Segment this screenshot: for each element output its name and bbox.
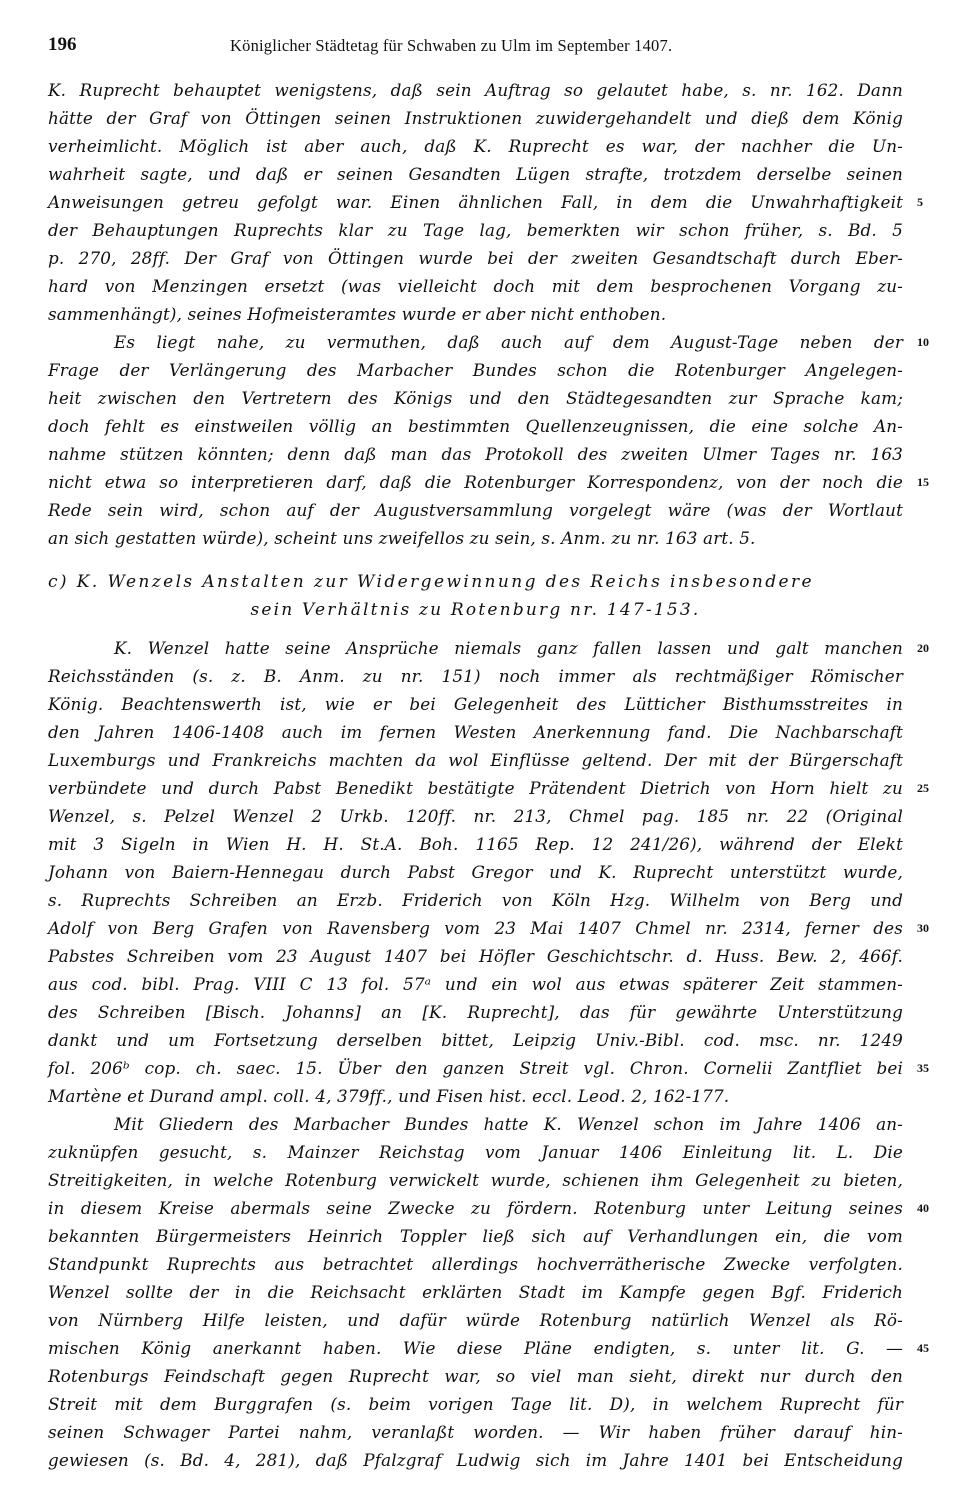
running-head: Königlicher Städtetag für Schwaben zu Ulm im September 1407.	[230, 36, 673, 55]
text-line: s. Ruprechts Schreiben an Erzb. Friderich von Köln Hzg. Wilhelm von Berg und	[48, 890, 903, 910]
text-line: nahme stützen könnten; denn daß man das Protokoll des zweiten Ulmer Tages nr. 163	[48, 444, 903, 464]
line-number: 40	[917, 1201, 929, 1215]
line-number: 20	[917, 641, 929, 655]
page-number: 196	[48, 34, 77, 55]
text-line: in diesem Kreise abermals seine Zwecke zu fördern. Rotenburg unter Leitung seines	[48, 1198, 903, 1218]
text-line: Es liegt nahe, zu vermuthen, daß auch auf dem August-Tage neben der	[114, 332, 903, 352]
text-line: des Schreiben [Bisch. Johanns] an [K. Ruprecht], das für gewährte Unterstützung	[48, 1002, 903, 1022]
line-number: 30	[917, 921, 929, 935]
text-line: dankt und um Fortsetzung derselben bittet, Leipzig Univ.-Bibl. cod. msc. nr. 1249	[48, 1030, 903, 1050]
text-line: verheimlicht. Möglich ist aber auch, daß K. Ruprecht es war, der nachher die Un-	[48, 136, 903, 156]
text-line: Adolf von Berg Grafen von Ravensberg vom 23 Mai 1407 Chmel nr. 2314, ferner des	[48, 918, 903, 938]
line-number: 5	[917, 195, 923, 209]
text-line: König. Beachtenswerth ist, wie er bei Gelegenheit des Lütticher Bisthumsstreites in	[48, 694, 903, 714]
section-heading: c) K. Wenzels Anstalten zur Widergewinnung des Reichs insbesondere	[48, 572, 814, 592]
text-line: Standpunkt Ruprechts aus betrachtet allerdings hochverrätherische Zwecke verfolgten.	[48, 1254, 903, 1274]
line-number: 35	[917, 1061, 929, 1075]
text-line: wahrheit sagte, und daß er seinen Gesandten Lügen strafte, trotzdem derselbe seinen	[48, 164, 903, 184]
text-line: Martène et Durand ampl. coll. 4, 379ff., und Fisen hist. eccl. Leod. 2, 162-177.	[48, 1086, 730, 1106]
text-line: heit zwischen den Vertretern des Königs und den Städtegesandten zur Sprache kam;	[48, 388, 903, 408]
text-line: Frage der Verlängerung des Marbacher Bundes schon die Rotenburger Angelegen-	[48, 360, 903, 380]
text-line: Streitigkeiten, in welche Rotenburg verwickelt wurde, schienen ihm Gelegenheit zu bieten,	[48, 1170, 903, 1190]
text-line: nicht etwa so interpretieren darf, daß die Rotenburger Korrespondenz, von der noch die	[48, 472, 903, 492]
text-line: Mit Gliedern des Marbacher Bundes hatte K. Wenzel schon im Jahre 1406 an-	[114, 1114, 903, 1134]
text-line: hard von Menzingen ersetzt (was vielleicht doch mit dem besprochenen Vorgang zu-	[48, 276, 903, 296]
text-line: an sich gestatten würde), scheint uns zweifellos zu sein, s. Anm. zu nr. 163 art. 5.	[48, 528, 756, 548]
text-line: gewiesen (s. Bd. 4, 281), daß Pfalzgraf Ludwig sich im Jahre 1401 bei Entscheidung	[48, 1450, 903, 1470]
text-line: zuknüpfen gesucht, s. Mainzer Reichstag vom Januar 1406 Einleitung lit. L. Die	[48, 1142, 903, 1162]
text-line: Luxemburgs und Frankreichs machten da wol Einflüsse geltend. Der mit der Bürgerschaft	[48, 750, 903, 770]
text-line: mischen König anerkannt haben. Wie diese Pläne endigten, s. unter lit. G. —	[48, 1338, 903, 1358]
text-line: den Jahren 1406-1408 auch im fernen Westen Anerkennung fand. Die Nachbarschaft	[48, 722, 903, 742]
line-number: 10	[917, 335, 929, 349]
text-line: doch fehlt es einstweilen völlig an bestimmten Quellenzeugnissen, die eine solche An-	[48, 416, 903, 436]
line-number: 15	[917, 475, 929, 489]
text-line: seinen Schwager Partei nahm, veranlaßt worden. — Wir haben früher darauf hin-	[48, 1422, 903, 1442]
text-line: Rotenburgs Feindschaft gegen Ruprecht war, so viel man sieht, direkt nur durch den	[48, 1366, 903, 1386]
text-line: Wenzel, s. Pelzel Wenzel 2 Urkb. 120ff. nr. 213, Chmel pag. 185 nr. 22 (Original	[48, 806, 903, 826]
text-line: der Behauptungen Ruprechts klar zu Tage lag, bemerkten wir schon früher, s. Bd. 5	[48, 220, 903, 240]
text-line: Pabstes Schreiben vom 23 August 1407 bei Höfler Geschichtschr. d. Huss. Bew. 2, 466f.	[48, 946, 903, 966]
text-line: fol. 206ᵇ cop. ch. saec. 15. Über den ganzen Streit vgl. Chron. Cornelii Zantfliet bei	[48, 1058, 903, 1078]
text-line: hätte der Graf von Öttingen seinen Instruktionen zuwidergehandelt und dieß dem König	[48, 108, 903, 128]
text-line: verbündete und durch Pabst Benedikt bestätigte Prätendent Dietrich von Horn hielt zu	[48, 778, 903, 798]
text-line: Reichsständen (s. z. B. Anm. zu nr. 151) noch immer als rechtmäßiger Römischer	[48, 666, 903, 686]
text-line: von Nürnberg Hilfe leisten, und dafür würde Rotenburg natürlich Wenzel als Rö-	[48, 1310, 903, 1330]
text-line: Wenzel sollte der in die Reichsacht erklärten Stadt im Kampfe gegen Bgf. Friderich	[48, 1282, 903, 1302]
text-line: bekannten Bürgermeisters Heinrich Toppler ließ sich auf Verhandlungen ein, die vom	[48, 1226, 903, 1246]
text-line: mit 3 Sigeln in Wien H. H. St.A. Boh. 1165 Rep. 12 241/26), während der Elekt	[48, 834, 903, 854]
page-header	[48, 34, 908, 60]
text-line: sammenhängt), seines Hofmeisteramtes wurde er aber nicht enthoben.	[48, 304, 667, 324]
line-number: 45	[917, 1341, 929, 1355]
text-line: p. 270, 28ff. Der Graf von Öttingen wurde bei der zweiten Gesandtschaft durch Eber-	[48, 248, 903, 268]
text-line: K. Wenzel hatte seine Ansprüche niemals ganz fallen lassen und galt manchen	[114, 638, 903, 658]
text-line: Anweisungen getreu gefolgt war. Einen ähnlichen Fall, in dem die Unwahrhaftigkeit	[48, 192, 903, 212]
text-line: K. Ruprecht behauptet wenigstens, daß sein Auftrag so gelautet habe, s. nr. 162. Dann	[48, 80, 903, 100]
text-line: Streit mit dem Burggrafen (s. beim vorigen Tage lit. D), in welchem Ruprecht für	[48, 1394, 903, 1414]
section-heading: sein Verhältnis zu Rotenburg nr. 147-153.	[250, 600, 701, 620]
text-line: Johann von Baiern-Hennegau durch Pabst Gregor und K. Ruprecht unterstützt wurde,	[48, 862, 903, 882]
line-number: 25	[917, 781, 929, 795]
text-line: aus cod. bibl. Prag. VIII C 13 fol. 57ᵃ und ein wol aus etwas späterer Zeit stammen-	[48, 974, 903, 994]
text-line: Rede sein wird, schon auf der Augustversammlung vorgelegt wäre (was der Wortlaut	[48, 500, 903, 520]
